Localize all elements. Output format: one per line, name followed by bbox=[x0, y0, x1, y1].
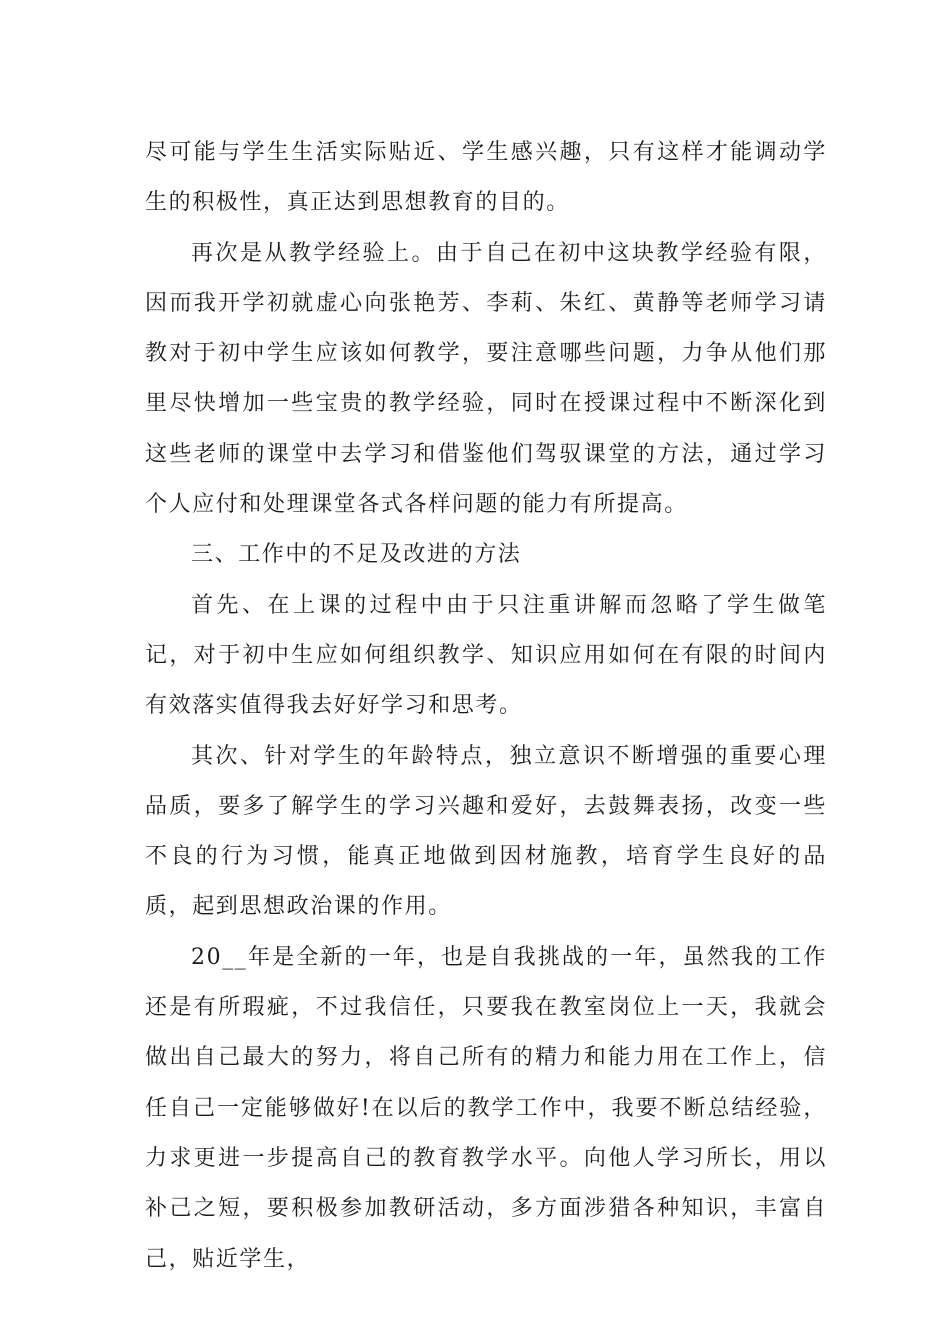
document-page bbox=[145, 128, 827, 1285]
paragraph-3: 首先、在上课的过程中由于只注重讲解而忽略了学生做笔记，对于初中生应如何组织教学、知识应用如何在有限的时间内有效落实值得我去好好学习和思考。 bbox=[145, 592, 827, 719]
paragraph-5: 20__年是全新的一年，也是自我挑战的一年，虽然我的工作还是有所瑕疵，不过我信任，只要我在教室岗位上一天，我就会做出自己最大的努力，将自己所有的精力和能力用在工作上，信任自己一定能够做好!在以后的教学工作中，我要不断总结经验，力求更进一步提高自己的教育教学水平。向他人学习所长，用以补己之短，要积极参加教研活动，多方面涉猎各种知识，丰富自己，贴近学生， bbox=[145, 944, 827, 1272]
paragraph-4: 其次、针对学生的年龄特点，独立意识不断增强的重要心理品质，要多了解学生的学习兴趣和爱好，去鼓舞表扬，改变一些不良的行为习惯，能真正地做到因材施教，培育学生良好的品质，起到思想政治课的作用。 bbox=[145, 743, 827, 920]
paragraph-1: 尽可能与学生生活实际贴近、学生感兴趣，只有这样才能调动学生的积极性，真正达到思想教育的目的。 bbox=[145, 140, 827, 216]
section-heading: 三、工作中的不足及改进的方法 bbox=[191, 542, 522, 568]
paragraph-2: 再次是从教学经验上。由于自己在初中这块教学经验有限，因而我开学初就虚心向张艳芳、李莉、朱红、黄静等老师学习请教对于初中学生应该如何教学，要注意哪些问题，力争从他们那里尽快增加一些宝贵的教学经验，同时在授课过程中不断深化到这些老师的课堂中去学习和借鉴他们驾驭课堂的方法，通过学习个人应付和处理课堂各式各样问题的能力有所提高。 bbox=[145, 240, 827, 518]
